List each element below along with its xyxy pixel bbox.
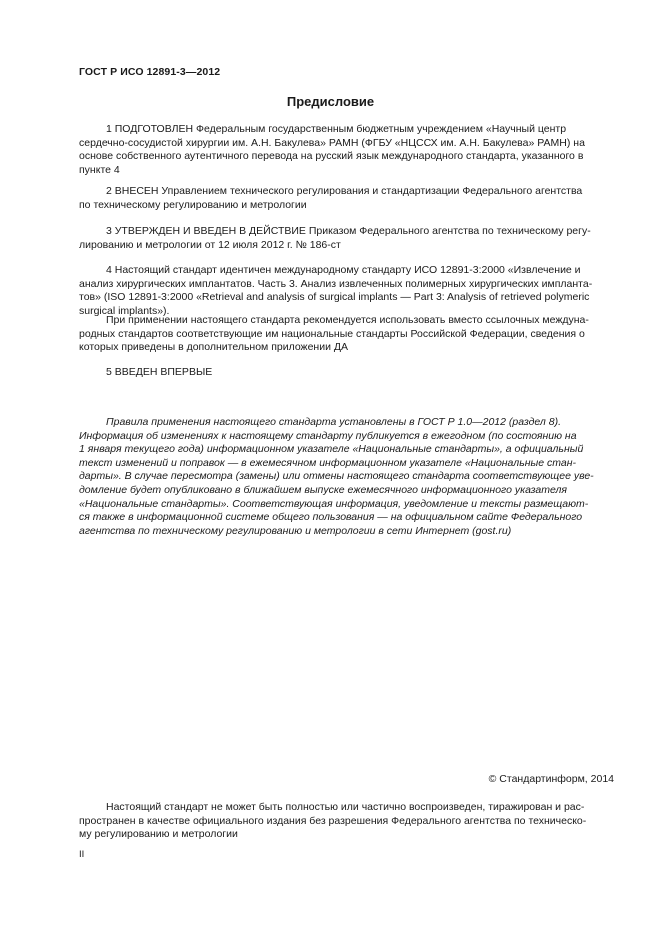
paragraph-line: 2 ВНЕСЕН Управлением технического регулирования и стандартизации Федерального агентства — [106, 185, 583, 197]
paragraph-line: тов» (ISO 12891-3:2000 «Retrieval and analysis of surgical implants — Part 3: Analysis of retrieved polymeric — [79, 291, 590, 304]
paragraph-line: surgical implants»). — [79, 304, 170, 317]
reproduction-restriction — [79, 801, 615, 842]
paragraph-line: основе собственного аутентичного перевода на русский язык международного стандарта, указанного в — [79, 150, 584, 163]
paragraph-line: пространен в качестве официального издания без разрешения Федерального агентства по техническо- — [79, 814, 587, 827]
paragraph-line: 1 ПОДГОТОВЛЕН Федеральным государственным бюджетным учреждением «Научный центр — [106, 123, 567, 135]
item-1-prepared-by — [79, 123, 615, 177]
paragraph-line: 4 Настоящий стандарт идентичен международному стандарту ИСО 12891-3:2000 «Извлечение и — [106, 264, 581, 276]
notice-line: домление будет опубликовано в ближайшем выпуске ежемесячного информационного указателя — [79, 483, 568, 496]
item-2-submitted-by — [79, 185, 615, 212]
notice-line: ся также в информационной системе общего пользования — на официальном сайте Федерального — [79, 511, 583, 524]
item-5-introduced-first — [79, 366, 615, 380]
paragraph-line: пункте 4 — [79, 163, 120, 176]
notice-line: дарты». В случае пересмотра (замены) или отмены настоящего стандарта соответствующее уве- — [79, 470, 594, 483]
paragraph-line: Настоящий стандарт не может быть полностью или частично воспроизведен, тиражирован и рас- — [106, 801, 585, 813]
paragraph-line: 5 ВВЕДЕН ВПЕРВЫЕ — [106, 366, 213, 378]
notice-line: Правила применения настоящего стандарта установлены в ГОСТ Р 1.0—2012 (раздел 8). — [106, 416, 561, 428]
application-rules-notice — [79, 416, 615, 538]
paragraph-line: анализ хирургических имплантатов. Часть 3. Анализ извлеченных полимерных хирургических импланта- — [79, 277, 593, 290]
paragraph-line: При применении настоящего стандарта рекомендуется использовать вместо ссылочных междуна- — [106, 314, 589, 326]
item-4-identical-standard — [79, 264, 615, 318]
notice-line: агентства по техническому регулированию и метрологии в сети Интернет (gost.ru) — [79, 524, 512, 537]
paragraph-line: которых приведены в дополнительном приложении ДА — [79, 341, 348, 354]
copyright-notice: © Стандартинформ, 2014 — [488, 773, 614, 785]
notice-line: 1 января текущего года) информационном указателе «Национальные стандарты», а официальный — [79, 443, 584, 456]
item-3-approved — [79, 225, 615, 252]
paragraph-line: 3 УТВЕРЖДЕН И ВВЕДЕН В ДЕЙСТВИЕ Приказом Федерального агентства по техническому регу- — [106, 225, 591, 237]
page-number: II — [79, 849, 85, 860]
notice-line: «Национальные стандарты». Соответствующая информация, уведомление и тексты размещают- — [79, 497, 589, 510]
paragraph-line: сердечно-сосудистой хирургии им. А.Н. Бакулева» РАМН (ФГБУ «НЦССХ им. А.Н. Бакулева» РАМН) на — [79, 136, 585, 149]
notice-line: текст изменений и поправок — в ежемесячном информационном указателе «Национальные стан- — [79, 456, 576, 469]
page-title: Предисловие — [286, 94, 375, 109]
document-code: ГОСТ Р ИСО 12891-3—2012 — [79, 66, 221, 78]
paragraph-line: по техническому регулированию и метрологии — [79, 198, 307, 211]
notice-line: Информация об изменениях к настоящему стандарту публикуется в ежегодном (по состоянию на — [79, 429, 577, 442]
paragraph-line: лированию и метрологии от 12 июля 2012 г. № 186-ст — [79, 238, 341, 251]
paragraph-line: му регулированию и метрологии — [79, 828, 238, 841]
item-4-reference-note — [79, 314, 615, 355]
paragraph-line: родных стандартов соответствующие им национальные стандарты Российской Федерации, сведения о — [79, 327, 585, 340]
